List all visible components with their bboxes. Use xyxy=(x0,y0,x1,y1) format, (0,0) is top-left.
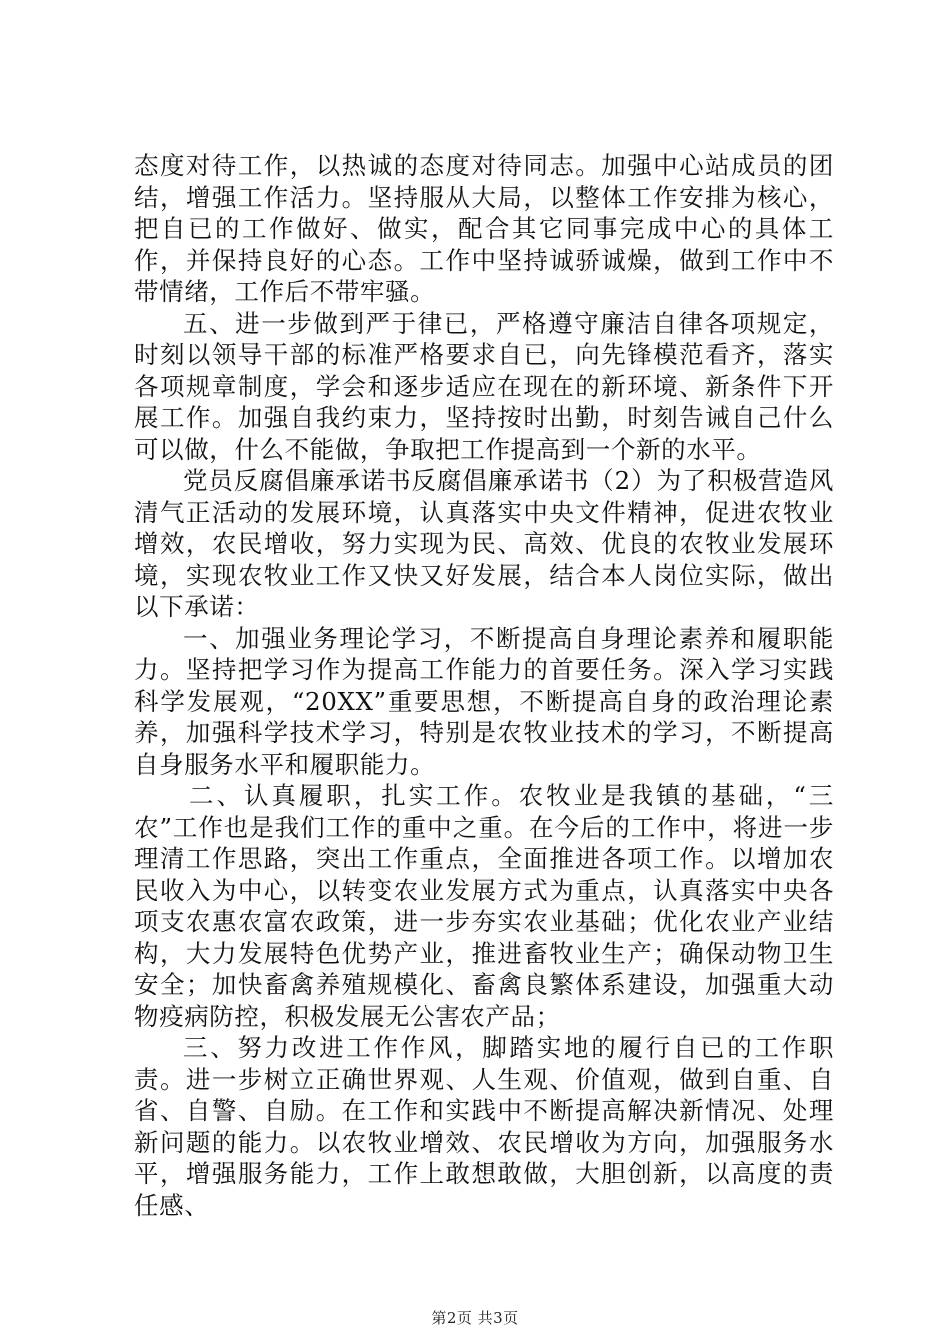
paragraph-section-three: 三、努力改进工作作风，脚踏实地的履行自已的工作职责。进一步树立正确世界观、人生观、价值观，做到自重、自省、自警、自励。在工作和实践中不断提高解决新情况、处理新问题的能力。以农牧业增效、农民增收为方向，加强服务水平，增强服务能力，工作上敢想敢做，大胆创新，以高度的责任感、 xyxy=(134,1033,834,1220)
paragraph-continuation: 态度对待工作，以热诚的态度对待同志。加强中心站成员的团结，增强工作活力。坚持服从大局，以整体工作安排为核心，把自已的工作做好、做实，配合其它同事完成中心的具体工作，并保持良好的心态。工作中坚持诚骄诚燥，做到工作中不带情绪，工作后不带牢骚。 xyxy=(134,151,834,306)
paragraph-section-five: 五、进一步做到严于律已，严格遵守廉洁自律各项规定，时刻以领导干部的标准严格要求自已，向先锋模范看齐，落实各项规章制度，学会和逐步适应在现在的新环境、新条件下开展工作。加强自我约束力，坚持按时出勤，时刻告诫自己什么可以做，什么不能做，争取把工作提高到一个新的水平。 xyxy=(134,308,834,464)
document-body xyxy=(134,150,834,1221)
paragraph-section-one: 一、加强业务理论学习，不断提高自身理论素养和履职能力。坚持把学习作为提高工作能力的首要任务。深入学习实践科学发展观，“20XX”重要思想，不断提高自身的政治理论素养，加强科学技术学习，特别是农牧业技术的学习，不断提高自身服务水平和履职能力。 xyxy=(134,623,834,779)
paragraph-pledge-intro: 党员反腐倡廉承诺书反腐倡廉承诺书（2）为了积极营造风清气正活动的发展环境，认真落实中央文件精神，促进农牧业增效，农民增收，努力实现为民、高效、优良的农牧业发展环境，实现农牧业工作又快又好发展，结合本人岗位实际，做出以下承诺： xyxy=(134,466,834,621)
paragraph-section-two: 二、认真履职，扎实工作。农牧业是我镇的基础，“三农”工作也是我们工作的重中之重。在今后的工作中，将进一步理清工作思路，突出工作重点，全面推进各项工作。以增加农民收入为中心，以转变农业发展方式为重点，认真落实中央各项支农惠农富农政策，进一步夯实农业基础；优化农业产业结构，大力发展特色优势产业，推进畜牧业生产；确保动物卫生安全；加快畜禽养殖规模化、畜禽良繁体系建设，加强重大动物疫病防控，积极发展无公害农产品； xyxy=(134,781,834,1031)
page-number-footer: 第2页 共3页 xyxy=(431,1309,519,1327)
